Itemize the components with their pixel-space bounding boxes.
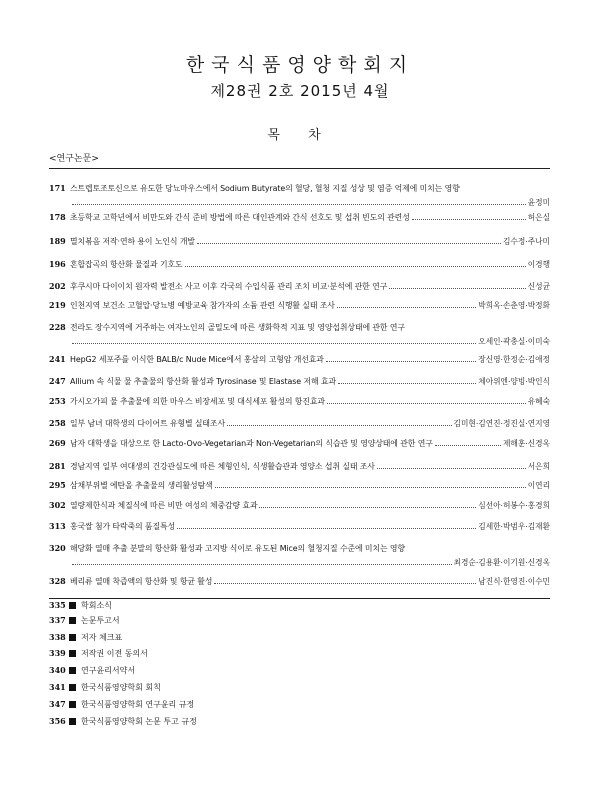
toc-entry[interactable] xyxy=(49,541,550,569)
misc-item[interactable] xyxy=(49,714,197,728)
toc-entry[interactable] xyxy=(49,320,550,348)
toc-entry[interactable] xyxy=(49,279,550,293)
dot-leader xyxy=(377,459,526,469)
dot-leader xyxy=(412,210,526,220)
page-number: 241 xyxy=(49,354,66,364)
toc-entry[interactable] xyxy=(49,436,550,450)
page-number: 347 xyxy=(49,699,66,709)
toc-entry-line xyxy=(49,181,550,195)
article-authors: 남진식·한영진·이수민 xyxy=(478,577,550,586)
toc-entry-line xyxy=(49,320,550,334)
dot-leader xyxy=(327,394,526,404)
dot-leader xyxy=(185,257,526,267)
misc-item[interactable] xyxy=(49,598,112,612)
dot-leader xyxy=(435,436,501,446)
toc-entry-line xyxy=(49,195,550,209)
article-authors: 서은희 xyxy=(527,462,550,471)
toc-entry-line xyxy=(49,498,550,512)
toc-entry-line xyxy=(49,234,550,248)
page-number: 340 xyxy=(49,665,66,675)
page-number: 228 xyxy=(49,322,66,332)
article-authors: 박희옥·손춘영·박정화 xyxy=(478,301,550,310)
toc-entry-line xyxy=(49,374,550,388)
article-authors: 심선아·허봉수·홍경희 xyxy=(478,501,550,510)
square-bullet-icon xyxy=(69,634,76,641)
page-number: 356 xyxy=(49,716,66,726)
toc-entry[interactable] xyxy=(49,352,550,366)
misc-item[interactable] xyxy=(49,697,194,711)
dot-leader xyxy=(177,519,476,529)
article-authors: 체아위엔·양빙·박인식 xyxy=(478,377,550,386)
page-number: 320 xyxy=(49,543,66,553)
misc-item[interactable] xyxy=(49,680,161,694)
toc-entry-line xyxy=(49,541,550,555)
article-authors: 장신영·한정순·김애정 xyxy=(478,355,550,364)
page-number: 313 xyxy=(49,521,66,531)
article-title: 후쿠시마 다이이치 원자력 발전소 사고 이후 각국의 수입식품 관리 조치 비교·분석에 관한 연구 xyxy=(70,282,388,291)
article-authors: 신성균 xyxy=(527,282,550,291)
dot-leader xyxy=(338,374,476,384)
article-authors: 김수정·주나미 xyxy=(502,237,550,246)
square-bullet-icon xyxy=(69,667,76,674)
toc-entry-line xyxy=(49,555,550,569)
misc-item-label: 논문투고서 xyxy=(81,615,120,625)
issue-info: 제28권 2호 2015년 4월 xyxy=(210,82,390,100)
toc-entry[interactable] xyxy=(49,459,550,473)
dot-leader xyxy=(227,416,452,426)
article-title: 경남지역 일부 여대생의 건강관심도에 따른 체형인식, 식생활습관과 영양소 섭취 실태 조사 xyxy=(70,462,375,471)
dot-leader xyxy=(259,498,476,508)
toc-entry[interactable] xyxy=(49,298,550,312)
toc-entry-line xyxy=(49,210,550,224)
dot-leader xyxy=(72,195,526,205)
toc-entry[interactable] xyxy=(49,416,550,430)
dot-leader xyxy=(326,352,476,362)
article-title: 삼채부위별 에탄올 추출물의 생리활성탐색 xyxy=(70,481,213,490)
article-title: 스트렙토조토신으로 유도한 당뇨마우스에서 Sodium Butyrate의 혈당, 혈청 지질 성상 및 염증 억제에 미치는 영향 xyxy=(70,184,460,193)
square-bullet-icon xyxy=(69,602,76,609)
divider-bottom xyxy=(49,598,550,599)
page-number: 281 xyxy=(49,461,66,471)
page-number: 341 xyxy=(49,682,66,692)
toc-entry-line xyxy=(49,519,550,533)
misc-item-label: 한국식품영양학회 논문 투고 규정 xyxy=(81,716,197,726)
article-authors: 유혜숙 xyxy=(527,397,550,406)
page-number: 253 xyxy=(49,396,66,406)
square-bullet-icon xyxy=(69,701,76,708)
section-label: <연구논문> xyxy=(49,154,99,164)
page-number: 338 xyxy=(49,632,66,642)
article-title: 초등학교 고학년에서 비만도와 간식 준비 방법에 따른 대인관계와 간식 선호도 및 섭취 빈도의 관련성 xyxy=(70,213,410,222)
dot-leader xyxy=(337,298,476,308)
article-title: HepG2 세포주를 이식한 BALB/c Nude Mice에서 홍삼의 고형암 개선효과 xyxy=(70,355,324,364)
article-title: 열량제한식과 체질식에 따른 비만 여성의 체중감량 효과 xyxy=(70,501,258,510)
toc-entry[interactable] xyxy=(49,498,550,512)
misc-item-label: 저작권 이전 동의서 xyxy=(81,648,148,658)
article-title: 해당화 열매 추출 분말의 항산화 활성과 고지방 식이로 유도된 Mice의 혈청지질 수준에 미치는 영향 xyxy=(70,544,405,553)
article-authors: 윤정미 xyxy=(527,198,550,207)
toc-entry-line xyxy=(49,478,550,492)
toc-entry[interactable] xyxy=(49,574,550,588)
page-number: 171 xyxy=(49,183,66,193)
journal-title: 한국식품영양학회지 xyxy=(185,54,415,76)
page-number: 196 xyxy=(49,259,66,269)
page-number: 219 xyxy=(49,300,66,310)
page-number: 258 xyxy=(49,418,66,428)
toc-entry[interactable] xyxy=(49,210,550,224)
toc-entry-line xyxy=(49,574,550,588)
square-bullet-icon xyxy=(69,684,76,691)
toc-heading: 목 차 xyxy=(267,128,333,143)
toc-entry[interactable] xyxy=(49,478,550,492)
toc-entry-line xyxy=(49,279,550,293)
article-title: 가시오가피 물 추출물에 의한 마우스 비장세포 및 대식세포 활성의 항진효과 xyxy=(70,397,325,406)
article-title: 홍국쌀 첨가 타락죽의 품질특성 xyxy=(70,522,176,531)
article-authors: 최경순·김용환·이기원·신경옥 xyxy=(453,558,550,567)
page-number: 335 xyxy=(49,600,66,610)
toc-entry-line xyxy=(49,352,550,366)
misc-item-label: 한국식품영양학회 연구윤리 규정 xyxy=(81,699,195,709)
page-number: 189 xyxy=(49,236,66,246)
dot-leader xyxy=(72,555,452,565)
dot-leader xyxy=(197,234,501,244)
toc-entry[interactable] xyxy=(49,257,550,271)
page-number: 302 xyxy=(49,500,66,510)
toc-entry[interactable] xyxy=(49,394,550,408)
toc-entry[interactable] xyxy=(49,374,550,388)
misc-item-label: 한국식품영양학회 회칙 xyxy=(81,682,161,692)
dot-leader xyxy=(215,478,526,488)
square-bullet-icon xyxy=(69,617,76,624)
misc-item[interactable] xyxy=(49,630,122,644)
toc-entry-line xyxy=(49,298,550,312)
toc-entry-line xyxy=(49,459,550,473)
misc-item[interactable] xyxy=(49,663,135,677)
page-number: 247 xyxy=(49,376,66,386)
toc-entry-line xyxy=(49,334,550,348)
page-number: 178 xyxy=(49,212,66,222)
article-title: 베리류 열매 착즙액의 항산화 및 항균 활성 xyxy=(70,577,213,586)
article-title: 일부 남녀 대학생의 다이어트 유형별 실태조사 xyxy=(70,419,225,428)
square-bullet-icon xyxy=(69,650,76,657)
article-authors: 이연리 xyxy=(527,481,550,490)
toc-entry[interactable] xyxy=(49,234,550,248)
page-number: 269 xyxy=(49,438,66,448)
dot-leader xyxy=(389,279,526,289)
dot-leader xyxy=(214,574,476,584)
article-authors: 허은실 xyxy=(527,213,550,222)
toc-entry-line xyxy=(49,416,550,430)
page-number: 339 xyxy=(49,648,66,658)
article-title: 전라도 장수지역에 거주하는 여자노인의 골밀도에 따른 생화학적 지표 및 영양섭취상태에 관한 연구 xyxy=(70,323,405,332)
misc-item-label: 학회소식 xyxy=(81,600,112,610)
misc-item[interactable] xyxy=(49,613,120,627)
page-number: 202 xyxy=(49,281,66,291)
article-authors: 이경행 xyxy=(527,260,550,269)
article-authors: 김세한·박범우·김재환 xyxy=(478,522,550,531)
page-number: 295 xyxy=(49,480,66,490)
article-authors: 제해훈·신경옥 xyxy=(502,439,550,448)
misc-item[interactable] xyxy=(49,646,148,660)
article-authors: 오세인·곽충실·이미숙 xyxy=(478,337,550,346)
article-title: 멸치볶음 저작·연하 용이 노인식 개발 xyxy=(70,237,195,246)
misc-item-label: 연구윤리서약서 xyxy=(81,665,136,675)
square-bullet-icon xyxy=(69,718,76,725)
page-number: 328 xyxy=(49,576,66,586)
toc-entry[interactable] xyxy=(49,519,550,533)
article-title: Allium 속 식물 물 추출물의 항산화 활성과 Tyrosinase 및 Elastase 저해 효과 xyxy=(70,377,336,386)
dot-leader xyxy=(72,334,476,344)
article-title: 남자 대학생을 대상으로 한 Lacto-Ovo-Vegetarian과 Non-Vegetarian의 식습관 및 영양상태에 관한 연구 xyxy=(70,439,433,448)
article-title: 혼합잡곡의 항산화 물질과 기호도 xyxy=(70,260,183,269)
misc-item-label: 저자 체크표 xyxy=(81,632,123,642)
article-authors: 김미현·김연진·정진실·연지영 xyxy=(453,419,550,428)
toc-entry[interactable] xyxy=(49,181,550,209)
toc-entry-line xyxy=(49,436,550,450)
toc-entry-line xyxy=(49,394,550,408)
toc-entry-line xyxy=(49,257,550,271)
page-number: 337 xyxy=(49,615,66,625)
article-title: 인천지역 보건소 고혈압·당뇨병 예방교육 참가자의 소듐 관련 식행활 실태 조사 xyxy=(70,301,335,310)
